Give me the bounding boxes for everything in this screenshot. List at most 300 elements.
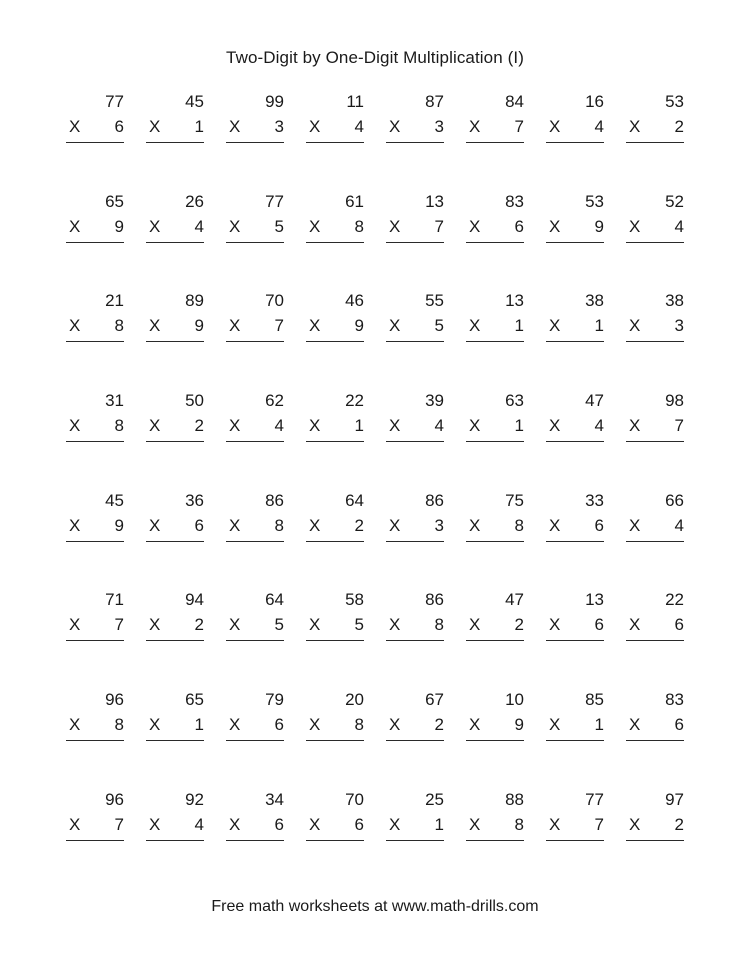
times-sign: X (469, 117, 481, 136)
answer-line (306, 740, 364, 741)
times-sign: X (629, 117, 641, 136)
multiplicand: 31 (105, 391, 124, 411)
multiplicand: 70 (345, 789, 364, 809)
answer-line (306, 441, 364, 442)
multiplication-problem (306, 391, 364, 451)
answer-line (386, 541, 444, 542)
multiplication-problem (66, 590, 124, 650)
multiplier: 4 (594, 416, 604, 436)
answer-line (386, 640, 444, 641)
answer-line (66, 740, 124, 741)
multiplicand: 26 (185, 191, 204, 211)
multiplication-problem (466, 590, 524, 650)
multiplier: 8 (274, 515, 284, 535)
multiplier: 2 (674, 117, 684, 136)
times-sign: X (69, 416, 81, 436)
multiplicand: 83 (665, 690, 684, 710)
multiplier: 1 (434, 814, 444, 834)
times-sign: X (149, 416, 161, 436)
multiplier: 9 (114, 216, 124, 236)
multiplicand: 58 (345, 590, 364, 610)
answer-line (306, 840, 364, 841)
times-sign: X (69, 216, 81, 236)
multiplicand: 89 (185, 291, 204, 311)
multiplier: 8 (114, 715, 124, 735)
multiplier: 6 (674, 715, 684, 735)
multiplication-problem (66, 192, 124, 252)
times-sign: X (309, 515, 321, 535)
times-sign: X (389, 117, 401, 136)
answer-line (226, 541, 284, 542)
times-sign: X (469, 216, 481, 236)
multiplication-problem (146, 491, 204, 551)
times-sign: X (229, 715, 241, 735)
multiplier: 6 (594, 515, 604, 535)
multiplication-problem (386, 590, 444, 650)
multiplier: 2 (354, 515, 364, 535)
multiplicand: 97 (665, 789, 684, 809)
problem-row (66, 491, 690, 591)
multiplication-problem (546, 192, 604, 252)
times-sign: X (229, 416, 241, 436)
multiplicand: 61 (345, 191, 364, 211)
multiplicand: 21 (105, 291, 124, 311)
multiplier: 6 (274, 715, 284, 735)
times-sign: X (309, 615, 321, 635)
times-sign: X (469, 416, 481, 436)
times-sign: X (69, 615, 81, 635)
answer-line (226, 740, 284, 741)
multiplicand: 39 (425, 391, 444, 411)
multiplication-problem (306, 690, 364, 750)
multiplier: 9 (194, 316, 204, 336)
multiplier: 1 (514, 416, 524, 436)
problem-row (66, 790, 690, 890)
multiplication-problem (546, 291, 604, 351)
multiplication-problem (66, 491, 124, 551)
times-sign: X (229, 515, 241, 535)
times-sign: X (469, 515, 481, 535)
multiplication-problem (626, 92, 684, 152)
multiplication-problem (306, 192, 364, 252)
multiplication-problem (226, 391, 284, 451)
multiplication-problem (546, 92, 604, 152)
multiplicand: 87 (425, 92, 444, 111)
multiplication-problem (66, 391, 124, 451)
multiplication-problem (546, 391, 604, 451)
multiplicand: 92 (185, 789, 204, 809)
multiplicand: 13 (505, 291, 524, 311)
answer-line (226, 640, 284, 641)
answer-line (226, 441, 284, 442)
multiplication-problem (146, 92, 204, 152)
multiplication-problem (466, 391, 524, 451)
multiplication-problem (306, 291, 364, 351)
answer-line (386, 441, 444, 442)
times-sign: X (549, 117, 561, 136)
multiplier: 6 (114, 117, 124, 136)
times-sign: X (389, 216, 401, 236)
multiplier: 1 (594, 316, 604, 336)
answer-line (626, 142, 684, 143)
times-sign: X (309, 316, 321, 336)
multiplication-problem (306, 790, 364, 850)
multiplication-problem (466, 92, 524, 152)
multiplication-problem (66, 92, 124, 152)
multiplicand: 64 (265, 590, 284, 610)
multiplier: 5 (354, 615, 364, 635)
multiplicand: 83 (505, 191, 524, 211)
multiplier: 3 (434, 515, 444, 535)
answer-line (386, 242, 444, 243)
times-sign: X (549, 715, 561, 735)
times-sign: X (469, 814, 481, 834)
multiplier: 1 (354, 416, 364, 436)
multiplier: 4 (274, 416, 284, 436)
multiplicand: 47 (505, 590, 524, 610)
multiplicand: 52 (665, 191, 684, 211)
multiplication-problem (466, 790, 524, 850)
answer-line (546, 640, 604, 641)
multiplication-problem (226, 590, 284, 650)
multiplicand: 75 (505, 490, 524, 510)
answer-line (466, 840, 524, 841)
answer-line (626, 541, 684, 542)
times-sign: X (229, 216, 241, 236)
answer-line (66, 341, 124, 342)
multiplication-problem (226, 790, 284, 850)
times-sign: X (389, 515, 401, 535)
times-sign: X (69, 814, 81, 834)
times-sign: X (629, 316, 641, 336)
multiplicand: 38 (665, 291, 684, 311)
times-sign: X (469, 715, 481, 735)
times-sign: X (229, 814, 241, 834)
answer-line (466, 242, 524, 243)
times-sign: X (229, 117, 241, 136)
multiplicand: 63 (505, 391, 524, 411)
answer-line (466, 640, 524, 641)
multiplicand: 10 (505, 690, 524, 710)
multiplication-problem (386, 92, 444, 152)
multiplication-problem (66, 291, 124, 351)
multiplication-problem (546, 590, 604, 650)
answer-line (226, 840, 284, 841)
answer-line (306, 640, 364, 641)
times-sign: X (629, 615, 641, 635)
answer-line (226, 341, 284, 342)
multiplication-problem (226, 92, 284, 152)
multiplier: 5 (274, 615, 284, 635)
multiplier: 2 (434, 715, 444, 735)
multiplicand: 50 (185, 391, 204, 411)
times-sign: X (149, 316, 161, 336)
multiplier: 6 (594, 615, 604, 635)
times-sign: X (549, 316, 561, 336)
answer-line (306, 341, 364, 342)
multiplication-problem (386, 391, 444, 451)
multiplication-problem (546, 690, 604, 750)
multiplicand: 65 (105, 191, 124, 211)
multiplicand: 13 (585, 590, 604, 610)
times-sign: X (149, 715, 161, 735)
times-sign: X (629, 515, 641, 535)
multiplicand: 64 (345, 490, 364, 510)
times-sign: X (549, 814, 561, 834)
multiplicand: 66 (665, 490, 684, 510)
answer-line (146, 740, 204, 741)
multiplication-problem (626, 590, 684, 650)
multiplier: 7 (434, 216, 444, 236)
multiplier: 8 (114, 416, 124, 436)
multiplicand: 96 (105, 789, 124, 809)
times-sign: X (389, 416, 401, 436)
times-sign: X (389, 814, 401, 834)
problem-row (66, 690, 690, 790)
times-sign: X (629, 416, 641, 436)
multiplicand: 34 (265, 789, 284, 809)
multiplicand: 38 (585, 291, 604, 311)
answer-line (546, 242, 604, 243)
times-sign: X (389, 715, 401, 735)
answer-line (466, 341, 524, 342)
times-sign: X (629, 814, 641, 834)
answer-line (386, 740, 444, 741)
multiplication-problem (626, 491, 684, 551)
times-sign: X (389, 615, 401, 635)
answer-line (146, 441, 204, 442)
times-sign: X (149, 814, 161, 834)
multiplier: 9 (114, 515, 124, 535)
multiplier: 2 (514, 615, 524, 635)
multiplication-problem (146, 192, 204, 252)
times-sign: X (149, 216, 161, 236)
multiplication-problem (546, 491, 604, 551)
multiplication-problem (146, 790, 204, 850)
answer-line (466, 142, 524, 143)
multiplier: 7 (274, 316, 284, 336)
times-sign: X (149, 615, 161, 635)
answer-line (466, 740, 524, 741)
answer-line (146, 840, 204, 841)
multiplicand: 85 (585, 690, 604, 710)
multiplier: 3 (434, 117, 444, 136)
answer-line (226, 242, 284, 243)
multiplicand: 36 (185, 490, 204, 510)
multiplier: 4 (434, 416, 444, 436)
multiplication-problem (226, 690, 284, 750)
multiplier: 3 (274, 117, 284, 136)
answer-line (306, 242, 364, 243)
times-sign: X (309, 814, 321, 834)
multiplier: 3 (674, 316, 684, 336)
multiplier: 2 (194, 416, 204, 436)
multiplier: 1 (514, 316, 524, 336)
multiplicand: 20 (345, 690, 364, 710)
multiplicand: 53 (585, 191, 604, 211)
multiplier: 6 (354, 814, 364, 834)
multiplication-problem (146, 590, 204, 650)
multiplication-problem (626, 690, 684, 750)
answer-line (386, 142, 444, 143)
answer-line (66, 441, 124, 442)
multiplication-problem (466, 291, 524, 351)
times-sign: X (149, 117, 161, 136)
multiplicand: 88 (505, 789, 524, 809)
multiplier: 7 (114, 814, 124, 834)
multiplicand: 70 (265, 291, 284, 311)
multiplicand: 65 (185, 690, 204, 710)
multiplicand: 84 (505, 92, 524, 111)
multiplier: 7 (514, 117, 524, 136)
multiplier: 8 (514, 515, 524, 535)
multiplicand: 99 (265, 92, 284, 111)
answer-line (386, 840, 444, 841)
multiplication-problem (146, 291, 204, 351)
answer-line (66, 840, 124, 841)
multiplicand: 94 (185, 590, 204, 610)
multiplicand: 62 (265, 391, 284, 411)
times-sign: X (469, 316, 481, 336)
multiplier: 6 (194, 515, 204, 535)
answer-line (626, 242, 684, 243)
multiplication-problem (386, 291, 444, 351)
problem-row (66, 92, 690, 192)
times-sign: X (629, 715, 641, 735)
multiplier: 8 (514, 814, 524, 834)
multiplier: 5 (274, 216, 284, 236)
multiplier: 4 (594, 117, 604, 136)
problem-row (66, 291, 690, 391)
times-sign: X (309, 715, 321, 735)
multiplication-problem (306, 590, 364, 650)
multiplier: 6 (514, 216, 524, 236)
multiplicand: 67 (425, 690, 444, 710)
times-sign: X (69, 715, 81, 735)
multiplication-problem (466, 690, 524, 750)
answer-line (626, 740, 684, 741)
answer-line (626, 840, 684, 841)
times-sign: X (69, 515, 81, 535)
answer-line (466, 441, 524, 442)
multiplication-problem (226, 192, 284, 252)
answer-line (546, 142, 604, 143)
answer-line (386, 341, 444, 342)
multiplier: 4 (194, 216, 204, 236)
times-sign: X (549, 615, 561, 635)
multiplicand: 13 (425, 191, 444, 211)
multiplicand: 11 (346, 92, 364, 111)
multiplication-problem (386, 491, 444, 551)
multiplicand: 71 (105, 590, 124, 610)
multiplier: 9 (514, 715, 524, 735)
answer-line (546, 740, 604, 741)
problem-row (66, 590, 690, 690)
multiplier: 6 (274, 814, 284, 834)
answer-line (66, 242, 124, 243)
multiplication-problem (306, 491, 364, 551)
multiplication-problem (386, 192, 444, 252)
multiplicand: 86 (265, 490, 284, 510)
times-sign: X (549, 515, 561, 535)
multiplicand: 77 (105, 92, 124, 111)
times-sign: X (229, 615, 241, 635)
multiplier: 5 (434, 316, 444, 336)
multiplication-problem (386, 790, 444, 850)
answer-line (546, 341, 604, 342)
multiplier: 4 (674, 515, 684, 535)
multiplier: 8 (354, 216, 364, 236)
worksheet-footer: Free math worksheets at www.math-drills.com (211, 898, 539, 915)
answer-line (546, 840, 604, 841)
times-sign: X (629, 216, 641, 236)
multiplicand: 86 (425, 590, 444, 610)
multiplier: 2 (194, 615, 204, 635)
multiplication-problem (466, 491, 524, 551)
multiplication-problem (626, 790, 684, 850)
answer-line (66, 541, 124, 542)
multiplicand: 86 (425, 490, 444, 510)
answer-line (306, 541, 364, 542)
multiplication-problem (466, 192, 524, 252)
answer-line (546, 441, 604, 442)
multiplication-problem (386, 690, 444, 750)
times-sign: X (309, 216, 321, 236)
problem-grid (66, 92, 690, 890)
multiplicand: 33 (585, 490, 604, 510)
times-sign: X (469, 615, 481, 635)
multiplication-problem (626, 291, 684, 351)
answer-line (146, 142, 204, 143)
multiplication-problem (146, 391, 204, 451)
multiplier: 4 (674, 216, 684, 236)
multiplier: 6 (674, 615, 684, 635)
multiplication-problem (626, 192, 684, 252)
answer-line (66, 640, 124, 641)
multiplicand: 47 (585, 391, 604, 411)
multiplier: 7 (114, 615, 124, 635)
answer-line (546, 541, 604, 542)
answer-line (226, 142, 284, 143)
times-sign: X (549, 216, 561, 236)
multiplicand: 53 (665, 92, 684, 111)
multiplicand: 22 (665, 590, 684, 610)
multiplier: 8 (434, 615, 444, 635)
answer-line (626, 441, 684, 442)
answer-line (466, 541, 524, 542)
multiplier: 9 (594, 216, 604, 236)
multiplier: 2 (674, 814, 684, 834)
answer-line (626, 640, 684, 641)
multiplicand: 25 (425, 789, 444, 809)
multiplication-problem (546, 790, 604, 850)
times-sign: X (229, 316, 241, 336)
times-sign: X (309, 117, 321, 136)
multiplier: 4 (194, 814, 204, 834)
problem-row (66, 391, 690, 491)
multiplicand: 55 (425, 291, 444, 311)
multiplication-problem (66, 690, 124, 750)
multiplier: 8 (354, 715, 364, 735)
multiplication-problem (226, 491, 284, 551)
times-sign: X (149, 515, 161, 535)
answer-line (146, 242, 204, 243)
multiplicand: 22 (345, 391, 364, 411)
multiplier: 4 (354, 117, 364, 136)
multiplier: 1 (594, 715, 604, 735)
multiplier: 7 (594, 814, 604, 834)
answer-line (146, 541, 204, 542)
